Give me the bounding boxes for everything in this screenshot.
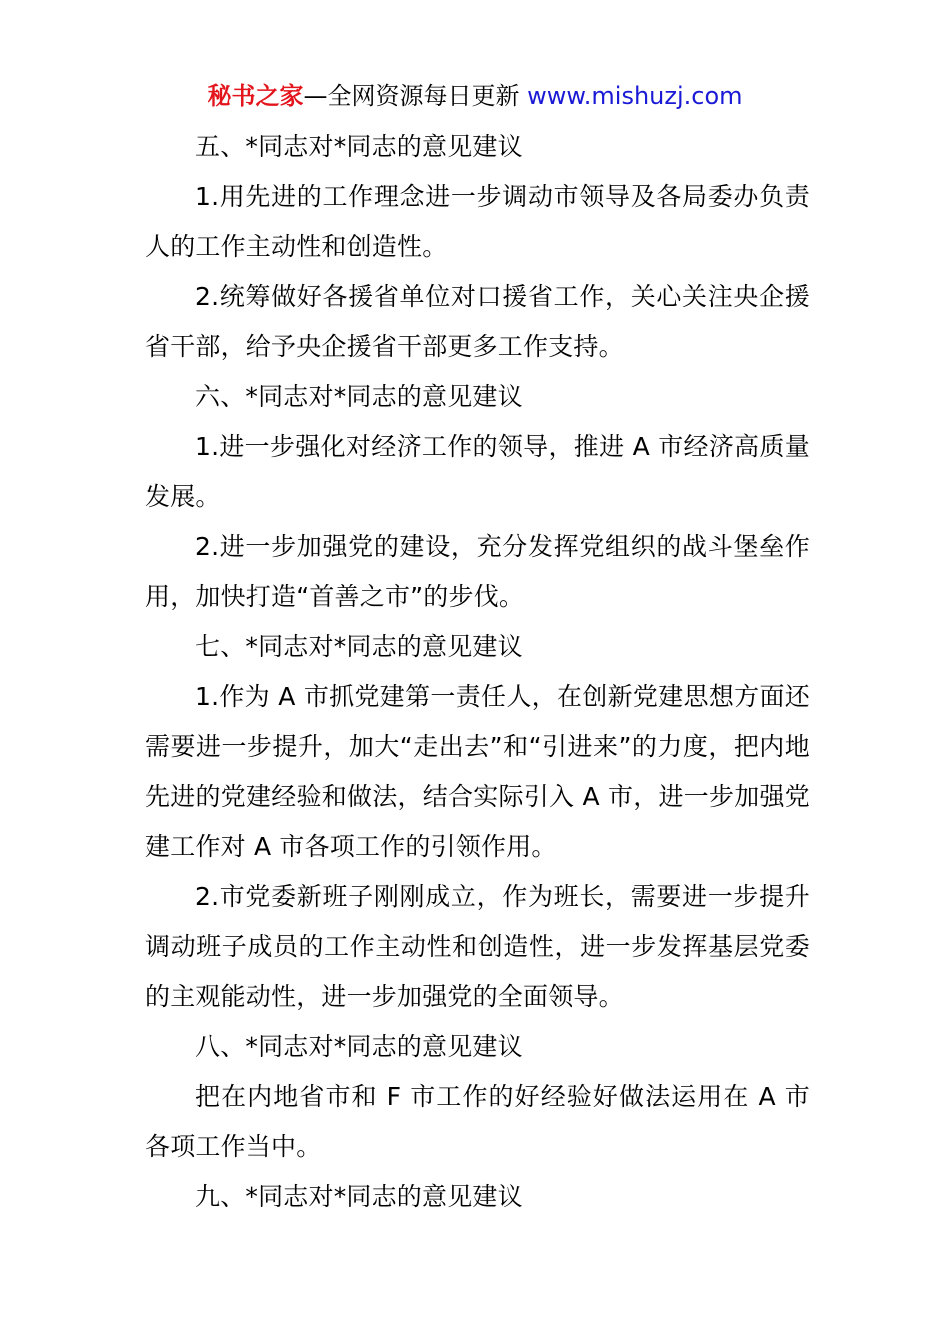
section-heading: 九、*同志对*同志的意见建议 [195,1182,523,1211]
suggestion-paragraph: 1.进一步强化对经济工作的领导，推进 A 市经济高质量发展。 [145,432,810,511]
section-heading: 五、*同志对*同志的意见建议 [195,132,523,161]
section-heading: 七、*同志对*同志的意见建议 [195,632,523,661]
suggestion-paragraph: 把在内地省市和 F 市工作的好经验好做法运用在 A 市各项工作当中。 [145,1082,810,1161]
document-body [145,122,810,1222]
section-heading: 六、*同志对*同志的意见建议 [195,382,523,411]
site-url[interactable]: www.mishuzj.com [527,82,743,110]
suggestion-paragraph: 2.进一步加强党的建设，充分发挥党组织的战斗堡垒作用，加快打造“首善之市”的步伐。 [145,532,810,611]
suggestion-paragraph: 2.统筹做好各援省单位对口援省工作，关心关注央企援省干部，给予央企援省干部更多工作支持。 [145,282,810,361]
site-header [0,80,950,112]
header-tagline: —全网资源每日更新 [303,82,528,110]
section-heading: 八、*同志对*同志的意见建议 [195,1032,523,1061]
suggestion-paragraph: 1.用先进的工作理念进一步调动市领导及各局委办负责人的工作主动性和创造性。 [145,182,810,261]
suggestion-paragraph: 1.作为 A 市抓党建第一责任人，在创新党建思想方面还需要进一步提升，加大“走出去”和“引进来”的力度，把内地先进的党建经验和做法，结合实际引入 A 市，进一步加强党建工作对 A 市各项工作的引领作用。 [145,682,810,861]
suggestion-paragraph: 2.市党委新班子刚刚成立，作为班长，需要进一步提升调动班子成员的工作主动性和创造性，进一步发挥基层党委的主观能动性，进一步加强党的全面领导。 [145,882,810,1011]
brand-name: 秘书之家 [207,82,304,110]
